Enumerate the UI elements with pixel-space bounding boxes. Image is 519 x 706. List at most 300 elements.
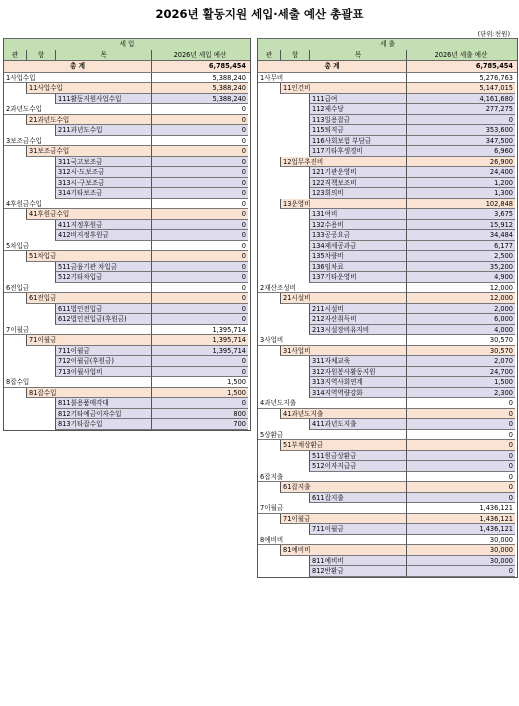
table-row [258, 304, 517, 315]
row-amount: 0 [151, 272, 248, 283]
row-label: 211시설비 [309, 304, 406, 315]
table-row [258, 94, 517, 105]
row-amount: 347,500 [406, 136, 515, 147]
row-amount: 0 [151, 209, 248, 220]
row-label: 11사업수입 [26, 83, 151, 94]
table-row [258, 566, 517, 578]
table-row [258, 388, 517, 399]
indent-cell [258, 566, 309, 577]
indent-cell [258, 388, 309, 399]
row-label: 512이자지급금 [309, 461, 406, 472]
table-row [258, 73, 517, 84]
row-amount: 0 [151, 398, 248, 409]
row-amount: 34,484 [406, 230, 515, 241]
table-row [4, 346, 250, 357]
indent-cell [4, 314, 55, 325]
indent-cell [4, 388, 26, 399]
col-mok: 목 [55, 50, 151, 61]
indent-cell [4, 83, 26, 94]
table-row [4, 314, 250, 325]
row-label: 12업무추진비 [280, 157, 406, 168]
table-row [4, 125, 250, 136]
row-label: 2재산조성비 [258, 283, 406, 294]
indent-cell [258, 209, 309, 220]
row-amount: 30,000 [406, 535, 515, 546]
table-row [258, 125, 517, 136]
row-label: 512기타차입금 [55, 272, 151, 283]
table-row [4, 356, 250, 367]
total-amount: 6,785,454 [406, 61, 515, 72]
table-row [258, 451, 517, 462]
table-row [4, 419, 250, 431]
row-label: 41과년도지출 [280, 409, 406, 420]
row-label: 3보조금수입 [4, 136, 151, 147]
table-row [4, 262, 250, 273]
row-amount: 1,436,121 [406, 514, 515, 525]
row-label: 111급여 [309, 94, 406, 105]
table-row [4, 104, 250, 115]
table-row [258, 146, 517, 157]
row-label: 41후원금수입 [26, 209, 151, 220]
row-amount: 6,177 [406, 241, 515, 252]
total-label: 총 계 [69, 62, 86, 70]
table-row [4, 325, 250, 336]
table-row [258, 293, 517, 304]
table-row [4, 335, 250, 346]
row-label: 112제수당 [309, 104, 406, 115]
row-amount: 0 [151, 230, 248, 241]
row-label: 812기타예금이자수입 [55, 409, 151, 420]
row-amount: 15,912 [406, 220, 515, 231]
indent-cell [4, 167, 55, 178]
indent-cell [258, 104, 309, 115]
col-amount: 2026년 세입 예산 [151, 50, 248, 61]
table-row [258, 230, 517, 241]
row-amount: 0 [151, 136, 248, 147]
indent-cell [4, 157, 55, 168]
row-amount: 5,388,240 [151, 73, 248, 84]
row-amount: 0 [406, 472, 515, 483]
row-amount: 1,500 [406, 377, 515, 388]
table-row [4, 388, 250, 399]
table-row [258, 335, 517, 346]
row-label: 313시·구보조금 [55, 178, 151, 189]
row-label: 133공공요금 [309, 230, 406, 241]
row-amount: 0 [406, 482, 515, 493]
row-amount: 0 [151, 304, 248, 315]
row-amount: 0 [151, 367, 248, 378]
indent-cell [4, 178, 55, 189]
table-row [258, 199, 517, 210]
row-amount: 0 [151, 157, 248, 168]
indent-cell [258, 493, 309, 504]
table-row [258, 398, 517, 409]
row-amount: 0 [151, 283, 248, 294]
row-label: 21시설비 [280, 293, 406, 304]
row-label: 134제세공과금 [309, 241, 406, 252]
row-label: 711이월금 [309, 524, 406, 535]
indent-cell [4, 220, 55, 231]
row-amount: 353,600 [406, 125, 515, 136]
table-row [258, 136, 517, 147]
table-row [4, 398, 250, 409]
section-label: 세 출 [380, 40, 395, 48]
row-label: 313지역사회연계 [309, 377, 406, 388]
table-column-header [4, 50, 250, 62]
unit-label: (단위:천원) [477, 30, 510, 38]
table-row [4, 115, 250, 126]
row-amount: 0 [151, 104, 248, 115]
revenue-table [3, 38, 251, 431]
row-label: 211과년도수입 [55, 125, 151, 136]
row-amount: 2,070 [406, 356, 515, 367]
row-label: 4과년도지출 [258, 398, 406, 409]
row-amount: 0 [151, 199, 248, 210]
section-label: 세 입 [119, 40, 135, 48]
row-label: 71이월금 [26, 335, 151, 346]
row-amount: 0 [151, 115, 248, 126]
indent-cell [258, 115, 309, 126]
table-row [258, 115, 517, 126]
row-label: 213시설장비유지비 [309, 325, 406, 336]
table-row [258, 188, 517, 199]
table-row [258, 472, 517, 483]
table-row [258, 178, 517, 189]
table-row [258, 430, 517, 441]
row-amount: 0 [406, 409, 515, 420]
row-amount: 102,848 [406, 199, 515, 210]
row-amount: 4,000 [406, 325, 515, 336]
row-label: 1사업수입 [4, 73, 151, 84]
table-row [258, 356, 517, 367]
indent-cell [4, 272, 55, 283]
table-row [258, 346, 517, 357]
row-label: 813기타잡수입 [55, 419, 151, 430]
indent-cell [258, 325, 309, 336]
total-row [4, 61, 250, 73]
row-amount: 0 [151, 188, 248, 199]
table-row [258, 461, 517, 472]
indent-cell [4, 125, 55, 136]
table-row [4, 409, 250, 420]
row-label: 511금융기관 차입금 [55, 262, 151, 273]
indent-cell [258, 314, 309, 325]
row-label: 121기관운영비 [309, 167, 406, 178]
row-label: 81잡수입 [26, 388, 151, 399]
row-amount: 2,000 [406, 304, 515, 315]
indent-cell [258, 83, 280, 94]
table-row [4, 199, 250, 210]
row-amount: 0 [151, 220, 248, 231]
row-amount: 30,000 [406, 556, 515, 567]
row-amount: 0 [406, 419, 515, 430]
row-amount: 12,000 [406, 283, 515, 294]
table-section-header [4, 38, 250, 50]
row-label: 7이월금 [258, 503, 406, 514]
row-label: 3사업비 [258, 335, 406, 346]
indent-cell [258, 367, 309, 378]
row-amount: 3,675 [406, 209, 515, 220]
table-row [258, 209, 517, 220]
indent-cell [258, 451, 309, 462]
indent-cell [258, 514, 280, 525]
row-label: 71이월금 [280, 514, 406, 525]
total-row [258, 61, 517, 73]
table-row [258, 545, 517, 556]
row-label: 812반환금 [309, 566, 406, 577]
row-label: 5상환금 [258, 430, 406, 441]
row-amount: 5,276,763 [406, 73, 515, 84]
indent-cell [258, 272, 309, 283]
indent-cell [258, 304, 309, 315]
table-row [4, 304, 250, 315]
row-label: 511원금상환금 [309, 451, 406, 462]
row-amount: 0 [406, 440, 515, 451]
indent-cell [258, 94, 309, 105]
row-amount: 0 [151, 125, 248, 136]
table-row [4, 136, 250, 147]
row-label: 412비지정후원금 [55, 230, 151, 241]
table-column-header [258, 50, 517, 62]
table-row [258, 220, 517, 231]
total-label: 총 계 [324, 62, 340, 70]
row-label: 122직책보조비 [309, 178, 406, 189]
indent-cell [4, 304, 55, 315]
col-mok: 목 [309, 50, 406, 61]
indent-cell [4, 346, 55, 357]
indent-cell [258, 251, 309, 262]
row-label: 4후원금수입 [4, 199, 151, 210]
indent-cell [258, 524, 309, 535]
row-amount: 800 [151, 409, 248, 420]
table-row [258, 524, 517, 535]
row-amount: 0 [151, 314, 248, 325]
row-label: 111활동지원사업수입 [55, 94, 151, 105]
table-row [4, 94, 250, 105]
indent-cell [4, 94, 55, 105]
row-amount: 6,000 [406, 314, 515, 325]
row-amount: 1,500 [151, 388, 248, 399]
row-label: 611법인전입금 [55, 304, 151, 315]
table-row [4, 377, 250, 388]
table-row [4, 188, 250, 199]
row-label: 136임차료 [309, 262, 406, 273]
row-label: 314기타보조금 [55, 188, 151, 199]
indent-cell [4, 356, 55, 367]
row-label: 311자체교육 [309, 356, 406, 367]
row-label: 8예비비 [258, 535, 406, 546]
table-row [4, 83, 250, 94]
row-amount: 12,000 [406, 293, 515, 304]
row-amount: 0 [151, 241, 248, 252]
table-row [258, 272, 517, 283]
table-row [258, 409, 517, 420]
indent-cell [4, 230, 55, 241]
indent-cell [4, 262, 55, 273]
row-amount: 4,161,680 [406, 94, 515, 105]
table-row [4, 283, 250, 294]
table-row [4, 293, 250, 304]
table-row [258, 377, 517, 388]
indent-cell [4, 419, 55, 430]
row-amount: 5,388,240 [151, 83, 248, 94]
row-label: 115퇴직금 [309, 125, 406, 136]
row-label: 713이월사업비 [55, 367, 151, 378]
table-row [4, 209, 250, 220]
row-amount: 2,500 [406, 251, 515, 262]
indent-cell [258, 293, 280, 304]
total-amount: 6,785,454 [151, 61, 248, 72]
row-label: 135차량비 [309, 251, 406, 262]
indent-cell [258, 157, 280, 168]
table-row [258, 556, 517, 567]
row-label: 137기타운영비 [309, 272, 406, 283]
row-amount: 0 [151, 293, 248, 304]
row-label: 31사업비 [280, 346, 406, 357]
row-amount: 30,570 [406, 346, 515, 357]
row-amount: 1,436,121 [406, 503, 515, 514]
row-amount: 0 [151, 251, 248, 262]
table-row [4, 178, 250, 189]
row-label: 6전입금 [4, 283, 151, 294]
col-hang: 항 [26, 50, 55, 61]
indent-cell [258, 167, 309, 178]
table-row [4, 367, 250, 378]
row-amount: 30,000 [406, 545, 515, 556]
row-amount: 5,388,240 [151, 94, 248, 105]
indent-cell [258, 125, 309, 136]
row-amount: 4,900 [406, 272, 515, 283]
row-amount: 0 [406, 493, 515, 504]
row-amount: 1,500 [151, 377, 248, 388]
row-label: 612법인전입금(후원금) [55, 314, 151, 325]
table-row [258, 262, 517, 273]
indent-cell [258, 461, 309, 472]
table-row [258, 251, 517, 262]
indent-cell [258, 556, 309, 567]
row-amount: 5,147,015 [406, 83, 515, 94]
indent-cell [258, 356, 309, 367]
table-row [258, 535, 517, 546]
table-row [258, 482, 517, 493]
row-label: 311국고보조금 [55, 157, 151, 168]
row-amount: 700 [151, 419, 248, 430]
row-amount: 24,700 [406, 367, 515, 378]
row-label: 113일용잡금 [309, 115, 406, 126]
row-amount: 0 [151, 146, 248, 157]
row-amount: 2,300 [406, 388, 515, 399]
row-amount: 1,300 [406, 188, 515, 199]
row-label: 117기타후생경비 [309, 146, 406, 157]
indent-cell [258, 419, 309, 430]
indent-cell [258, 377, 309, 388]
row-label: 712이월금(후원금) [55, 356, 151, 367]
page-title: 2026년 활동지원 세입·세출 예산 총괄표 [155, 7, 364, 21]
table-row [4, 220, 250, 231]
table-section-header [258, 38, 517, 50]
indent-cell [258, 188, 309, 199]
row-amount: 1,436,121 [406, 524, 515, 535]
row-label: 81예비비 [280, 545, 406, 556]
indent-cell [258, 545, 280, 556]
row-amount: 277,275 [406, 104, 515, 115]
row-label: 7이월금 [4, 325, 151, 336]
row-amount: 0 [406, 461, 515, 472]
col-hang: 항 [280, 50, 309, 61]
indent-cell [4, 293, 26, 304]
table-row [4, 241, 250, 252]
row-label: 411지정후원금 [55, 220, 151, 231]
table-row [4, 251, 250, 262]
indent-cell [258, 262, 309, 273]
row-label: 312시·도보조금 [55, 167, 151, 178]
table-row [4, 73, 250, 84]
row-amount: 0 [406, 566, 515, 577]
indent-cell [4, 367, 55, 378]
table-row [258, 104, 517, 115]
row-label: 2과년도수입 [4, 104, 151, 115]
row-amount: 0 [151, 262, 248, 273]
expenditure-table [257, 38, 518, 578]
indent-cell [4, 335, 26, 346]
table-row [4, 167, 250, 178]
table-row [258, 283, 517, 294]
row-label: 132수용비 [309, 220, 406, 231]
table-row [258, 419, 517, 430]
row-amount: 24,400 [406, 167, 515, 178]
indent-cell [258, 136, 309, 147]
row-amount: 35,200 [406, 262, 515, 273]
row-amount: 1,200 [406, 178, 515, 189]
row-label: 1사무비 [258, 73, 406, 84]
row-label: 611잡지출 [309, 493, 406, 504]
indent-cell [4, 188, 55, 199]
row-label: 13운영비 [280, 199, 406, 210]
indent-cell [4, 409, 55, 420]
row-amount: 1,395,714 [151, 346, 248, 357]
row-amount: 1,395,714 [151, 325, 248, 336]
col-amount: 2026년 세출 예산 [406, 50, 515, 61]
row-label: 411과년도지출 [309, 419, 406, 430]
row-label: 5차입금 [4, 241, 151, 252]
row-amount: 6,960 [406, 146, 515, 157]
indent-cell [258, 178, 309, 189]
row-amount: 1,395,714 [151, 335, 248, 346]
table-row [258, 367, 517, 378]
table-row [258, 440, 517, 451]
table-row [258, 83, 517, 94]
table-row [258, 167, 517, 178]
indent-cell [258, 199, 280, 210]
row-amount: 0 [406, 398, 515, 409]
indent-cell [4, 251, 26, 262]
row-label: 61잡지출 [280, 482, 406, 493]
table-row [258, 514, 517, 525]
row-label: 811불용품매각대 [55, 398, 151, 409]
indent-cell [4, 398, 55, 409]
table-row [258, 314, 517, 325]
table-row [4, 157, 250, 168]
table-row [258, 325, 517, 336]
row-label: 811예비비 [309, 556, 406, 567]
indent-cell [258, 230, 309, 241]
table-row [4, 146, 250, 157]
row-label: 51차입금 [26, 251, 151, 262]
row-amount: 0 [406, 430, 515, 441]
col-kwan: 관 [265, 50, 273, 59]
table-row [258, 503, 517, 514]
indent-cell [258, 241, 309, 252]
